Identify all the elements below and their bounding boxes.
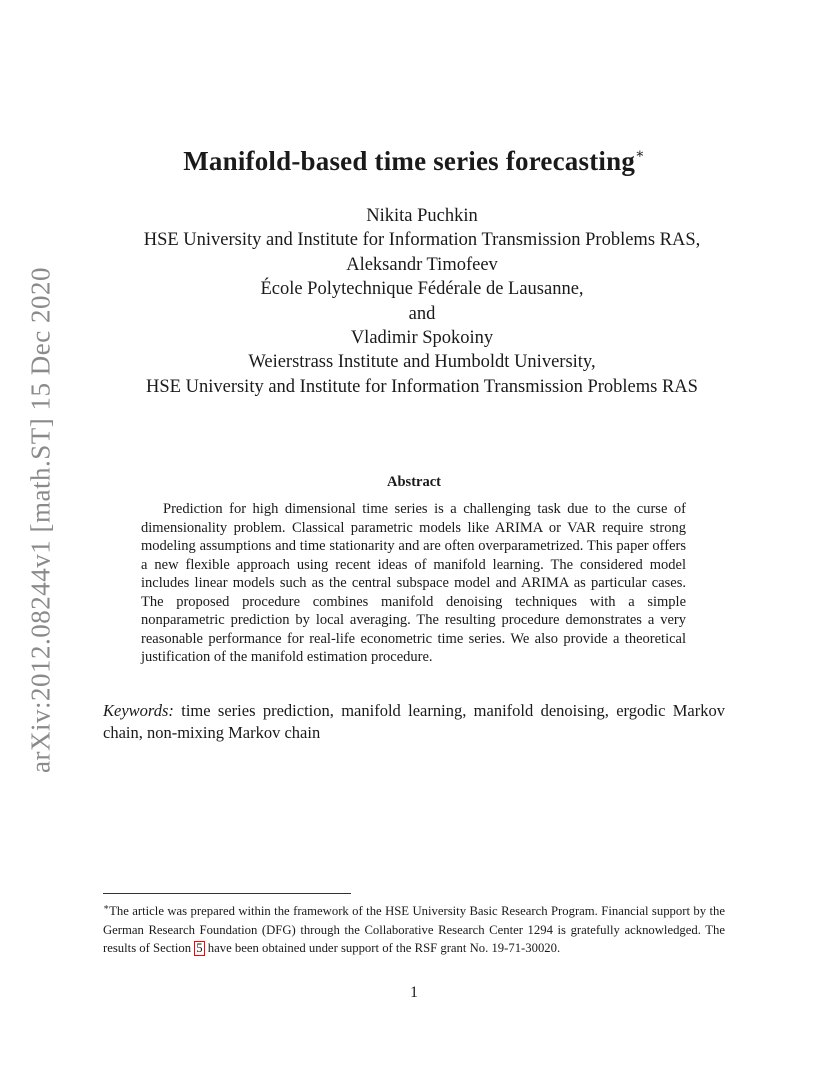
author-affiliation: HSE University and Institute for Information Transmission Problems RAS, <box>143 230 701 251</box>
author-affiliation: HSE University and Institute for Information Transmission Problems RAS <box>146 376 698 397</box>
footnote-text-start: The article was prepared within the framework of the HSE University Basic Research Program. Financial support by the German Research Foundation (DFG) through the Collaborative Research Center 1294 is gratefully acknowledged. The results of Section <box>103 904 725 956</box>
author-affiliation: Weierstrass Institute and Humboldt University, <box>248 352 596 373</box>
abstract-body: Prediction for high dimensional time series is a challenging task due to the curse of dimensionality problem. Classical parametric models like ARIMA or VAR require strong modeling assumptions and time stationarity and are often overparametrized. This paper offers a new flexible approach using recent ideas of manifold learning. The considered model includes linear models such as the central subspace model and ARIMA as particular cases. The proposed procedure combines manifold denoising techniques with a simple nonparametric prediction by local averaging. The resulting procedure demonstrates a very reasonable performance for real-life econometric time series. We also provide a theoretical justification of the manifold estimation procedure. <box>141 501 686 665</box>
keywords-text: time series prediction, manifold learning, manifold denoising, ergodic Markov chain, non-mixing Markov chain <box>103 701 726 742</box>
footnote <box>103 898 725 958</box>
author-name: Vladimir Spokoiny <box>350 328 494 349</box>
keywords-paragraph <box>103 700 725 743</box>
author-name: Nikita Puchkin <box>366 206 478 226</box>
paper-title-text: Manifold-based time series forecasting <box>183 146 636 176</box>
author-affiliation: École Polytechnique Fédérale de Lausanne, <box>260 279 584 300</box>
author-name: Aleksandr Timofeev <box>346 254 498 275</box>
section-reference-link[interactable]: 5 <box>196 941 203 956</box>
title-footnote-mark[interactable]: ∗ <box>635 147 645 162</box>
footnote-text-end: have been obtained under support of the RSF grant No. 19-71-30020. <box>204 941 561 956</box>
author-block <box>60 204 784 399</box>
arxiv-identifier-stamp: arXiv:2012.08244v1 [math.ST] 15 Dec 2020 <box>25 267 56 773</box>
paper-title <box>0 146 828 177</box>
footnote-divider <box>103 893 351 894</box>
page-number: 1 <box>410 984 418 1001</box>
keywords-label: Keywords: <box>103 701 174 720</box>
footnote-mark: ∗ <box>103 902 110 912</box>
author-conjunction: and <box>408 303 436 324</box>
abstract-heading: Abstract <box>387 474 441 490</box>
